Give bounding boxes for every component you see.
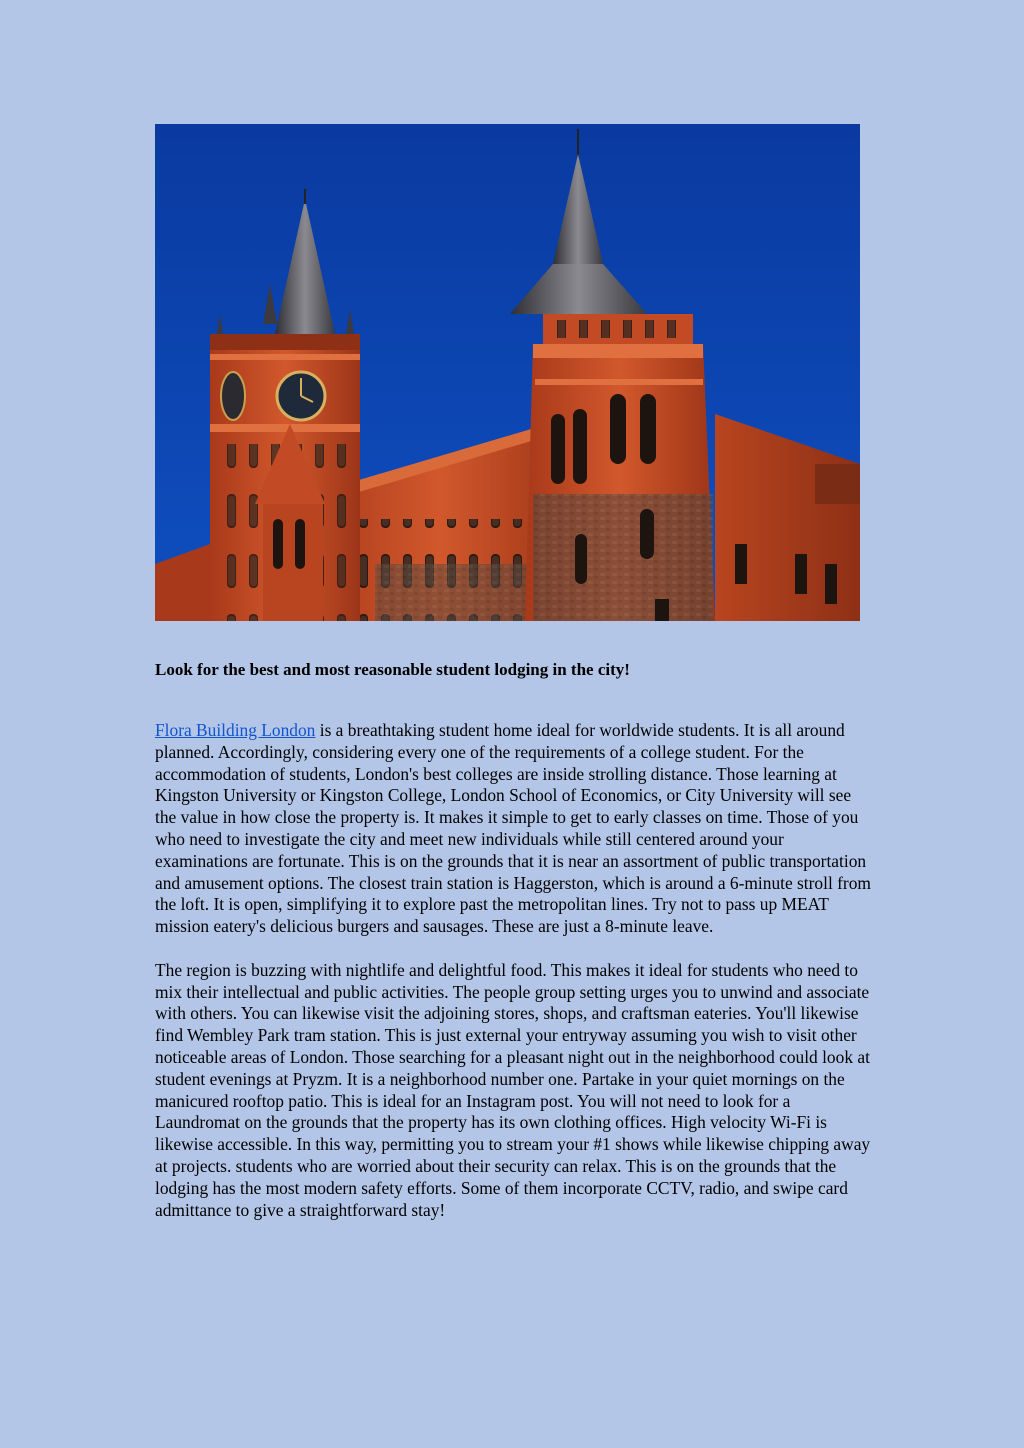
paragraph-1-text: is a breathtaking student home ideal for worldwide students. It is all around planned. Accordingly, considering every one of the requirements of a college student. For the accommodation of students, London's best colleges are inside strolling distance. Those learning at Kingston University or Kingston College, London School of Economics, or City University will see the value in how close the property is. It makes it simple to get to early classes on time. Those of you who need to investigate the city and meet new individuals while still centered around your examinations are fortunate. This is on the grounds that it is near an assortment of public transportation and amusement options. The closest train station is Haggerston, which is around a 6-minute stroll from the loft. It is open, simplifying it to explore past the metropolitan lines. Try not to pass up MEAT mission eatery's delicious burgers and sausages. These are just a 8-minute leave. <box>155 720 871 937</box>
article-body <box>155 720 873 1243</box>
building-photo <box>155 124 860 621</box>
page-heading: Look for the best and most reasonable student lodging in the city! <box>155 660 630 679</box>
building-illustration <box>155 124 860 621</box>
paragraph-2: The region is buzzing with nightlife and delightful food. This makes it ideal for students who need to mix their intellectual and public activities. The people group setting urges you to unwind and associate with others. You can likewise visit the adjoining stores, shops, and craftsman eateries. You'll likewise find Wembley Park tram station. This is just external your entryway assuming you wish to visit other noticeable areas of London. Those searching for a pleasant night out in the neighborhood could look at student evenings at Pryzm. It is a neighborhood number one. Partake in your quiet mornings on the manicured rooftop patio. This is ideal for an Instagram post. You will not need to look for a Laundromat on the grounds that the property has its own clothing offices. High velocity Wi-Fi is likewise accessible. In this way, permitting you to stream your #1 shows while likewise chipping away at projects. students who are worried about their security can relax. This is on the grounds that the lodging has the most modern safety efforts. Some of them incorporate CCTV, radio, and swipe card admittance to give a straightforward stay! <box>155 959 871 1220</box>
paragraph-1 <box>155 720 873 938</box>
flora-building-link[interactable]: Flora Building London <box>155 720 316 740</box>
